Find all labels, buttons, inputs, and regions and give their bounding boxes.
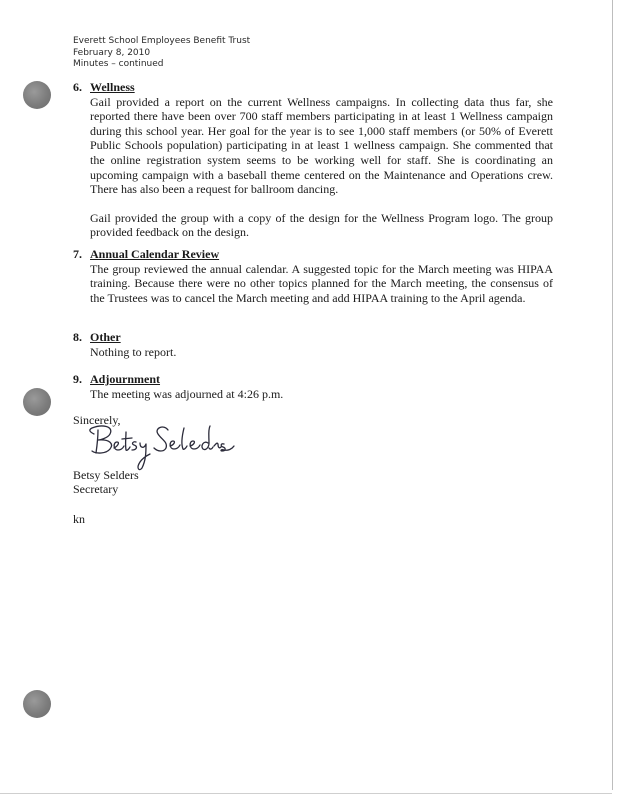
- paragraph: Nothing to report.: [90, 344, 177, 359]
- paragraph: The meeting was adjourned at 4:26 p.m.: [90, 386, 284, 401]
- section-number: 9.: [73, 372, 82, 386]
- closing-salutation: Sincerely,: [73, 413, 121, 427]
- page-edge-right: [612, 0, 613, 790]
- section-title: Adjournment: [90, 372, 161, 386]
- typist-initials: kn: [73, 512, 85, 526]
- section-wellness: [73, 80, 553, 240]
- page-edge-bottom: [0, 793, 612, 794]
- paragraph: Gail provided a report on the current Wellness campaigns. In collecting data thus far, she reported there have been over 700 staff members participating in at least 1 Wellness campaign during this school year. Her goal for the year is to see 1,000 staff members (or 50% of Everett Public Schools population) participating in at least 1 wellness campaign. She commented that the online registration system seems to be working well for staff. She is coordinating an upcoming campaign with a baseball theme centered on the Maintenance and Operations crew. There has also been a request for ballroom dancing.: [90, 94, 553, 197]
- section-heading: [73, 330, 553, 345]
- section-title: Other: [90, 330, 121, 344]
- section-number: 6.: [73, 80, 82, 94]
- section-heading: [73, 247, 553, 262]
- section-annual-calendar-review: [73, 247, 553, 305]
- section-adjournment: [73, 372, 553, 401]
- section-body: [90, 95, 553, 240]
- signer-role: Secretary: [73, 482, 119, 496]
- section-heading: [73, 80, 553, 95]
- section-body: [90, 387, 553, 402]
- signer-name: Betsy Selders: [73, 468, 139, 482]
- header-subtitle: Minutes – continued: [73, 59, 164, 69]
- punch-hole-bottom: [23, 690, 51, 718]
- section-number: 7.: [73, 247, 82, 261]
- punch-hole-middle: [23, 388, 51, 416]
- section-number: 8.: [73, 330, 82, 344]
- section-body: [90, 262, 553, 306]
- punch-hole-top: [23, 81, 51, 109]
- section-title: Annual Calendar Review: [90, 247, 220, 261]
- document-header: [73, 36, 250, 71]
- header-date: February 8, 2010: [73, 47, 151, 58]
- paragraph: Gail provided the group with a copy of the design for the Wellness Program logo. The group provided feedback on the design.: [90, 210, 553, 240]
- section-heading: [73, 372, 553, 387]
- header-organization: Everett School Employees Benefit Trust: [73, 36, 251, 46]
- section-other: [73, 330, 553, 359]
- paragraph: The group reviewed the annual calendar. A suggested topic for the March meeting was HIPAA training. Because there were no other topics planned for the March meeting, the consensus of the Trustees was to cancel the March meeting and add HIPAA training to the April agenda.: [90, 261, 553, 305]
- section-title: Wellness: [90, 80, 135, 94]
- section-body: [90, 345, 553, 360]
